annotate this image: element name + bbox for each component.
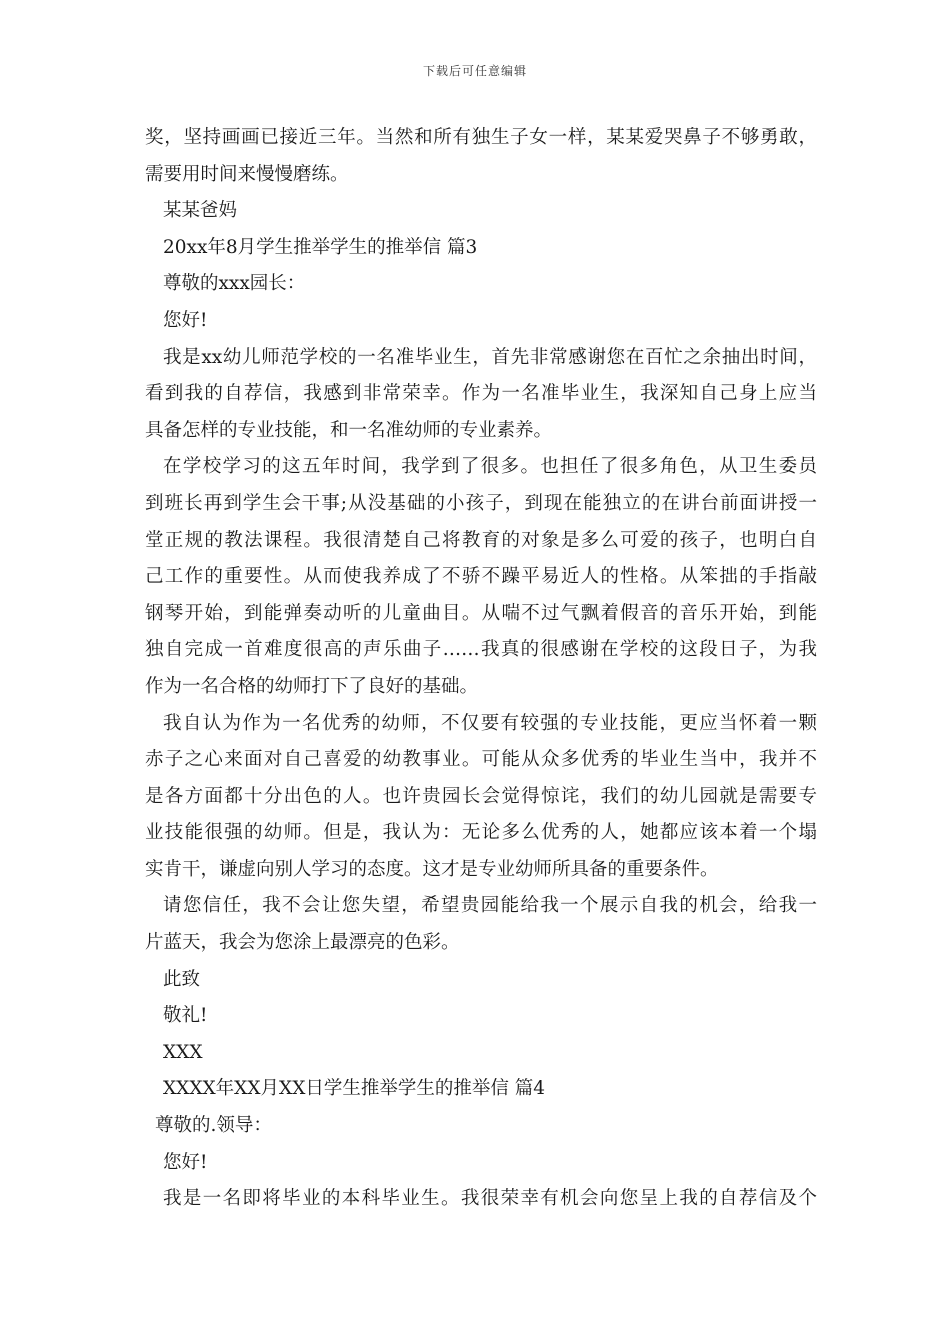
page-header: 下载后可任意编辑 bbox=[422, 64, 527, 78]
text-line: 我是xx幼儿师范学校的一名准毕业生，首先非常感谢您在百忙之余抽出时间， bbox=[163, 346, 817, 368]
text-line: 赤子之心来面对自己喜爱的幼教事业。可能从众多优秀的毕业生当中，我并不 bbox=[145, 749, 817, 771]
text-line: 您好! bbox=[163, 309, 208, 331]
text-line: 奖，坚持画画已接近三年。当然和所有独生子女一样，某某爱哭鼻子不够勇敢， bbox=[145, 127, 817, 148]
text-line: XXXX年XX月XX日学生推举学生的推举信 篇4 bbox=[163, 1078, 546, 1100]
text-line: 业技能很强的幼师。但是，我认为：无论多么优秀的人，她都应该本着一个塌 bbox=[145, 822, 817, 844]
text-line: 看到我的自荐信，我感到非常荣幸。作为一名准毕业生，我深知自己身上应当 bbox=[145, 383, 817, 405]
text-line: 实肯干，谦虚向别人学习的态度。这才是专业幼师所具备的重要条件。 bbox=[145, 858, 719, 880]
text-line: 我自认为作为一名优秀的幼师，不仅要有较强的专业技能，更应当怀着一颗 bbox=[163, 712, 817, 734]
text-line: 独自完成一首难度很高的声乐曲子……我真的很感谢在学校的这段日子，为我 bbox=[145, 639, 817, 661]
text-line: 尊敬的xxx园长： bbox=[163, 273, 306, 295]
text-line: 是各方面都十分出色的人。也许贵园长会觉得惊诧，我们的幼儿园就是需要专 bbox=[145, 785, 817, 807]
text-line: 您好! bbox=[163, 1151, 208, 1173]
text-line: 钢琴开始，到能弹奏动听的儿童曲目。从喘不过气飘着假音的音乐开始，到能 bbox=[145, 602, 817, 624]
text-line: 需要用时间来慢慢磨练。 bbox=[145, 163, 349, 185]
text-line: 到班长再到学生会干事;从没基础的小孩子，到现在能独立的在讲台前面讲授一 bbox=[145, 492, 817, 514]
text-line: 作为一名合格的幼师打下了良好的基础。 bbox=[145, 675, 479, 697]
text-line: 片蓝天，我会为您涂上最漂亮的色彩。 bbox=[145, 932, 460, 954]
text-line: 某某爸妈 bbox=[163, 200, 238, 222]
text-line: 尊敬的.领导： bbox=[155, 1115, 272, 1137]
text-line: 我是一名即将毕业的本科毕业生。我很荣幸有机会向您呈上我的自荐信及个 bbox=[163, 1188, 817, 1210]
text-line: XXX bbox=[163, 1041, 203, 1063]
text-line: 堂正规的教法课程。我很清楚自己将教育的对象是多么可爱的孩子，也明白自 bbox=[145, 529, 817, 551]
text-line: 20xx年8月学生推举学生的推举信 篇3 bbox=[163, 236, 478, 258]
text-line: 己工作的重要性。从而使我养成了不骄不躁平易近人的性格。从笨拙的手指敲 bbox=[145, 566, 817, 588]
text-line: 在学校学习的这五年时间，我学到了很多。也担任了很多角色，从卫生委员 bbox=[163, 456, 817, 478]
text-line: 具备怎样的专业技能，和一名准幼师的专业素养。 bbox=[145, 419, 553, 441]
document-body bbox=[145, 120, 817, 1218]
text-line: 敬礼! bbox=[163, 1005, 208, 1027]
text-line: 此致 bbox=[163, 968, 201, 990]
text-line: 请您信任，我不会让您失望，希望贵园能给我一个展示自我的机会，给我一 bbox=[163, 895, 817, 917]
